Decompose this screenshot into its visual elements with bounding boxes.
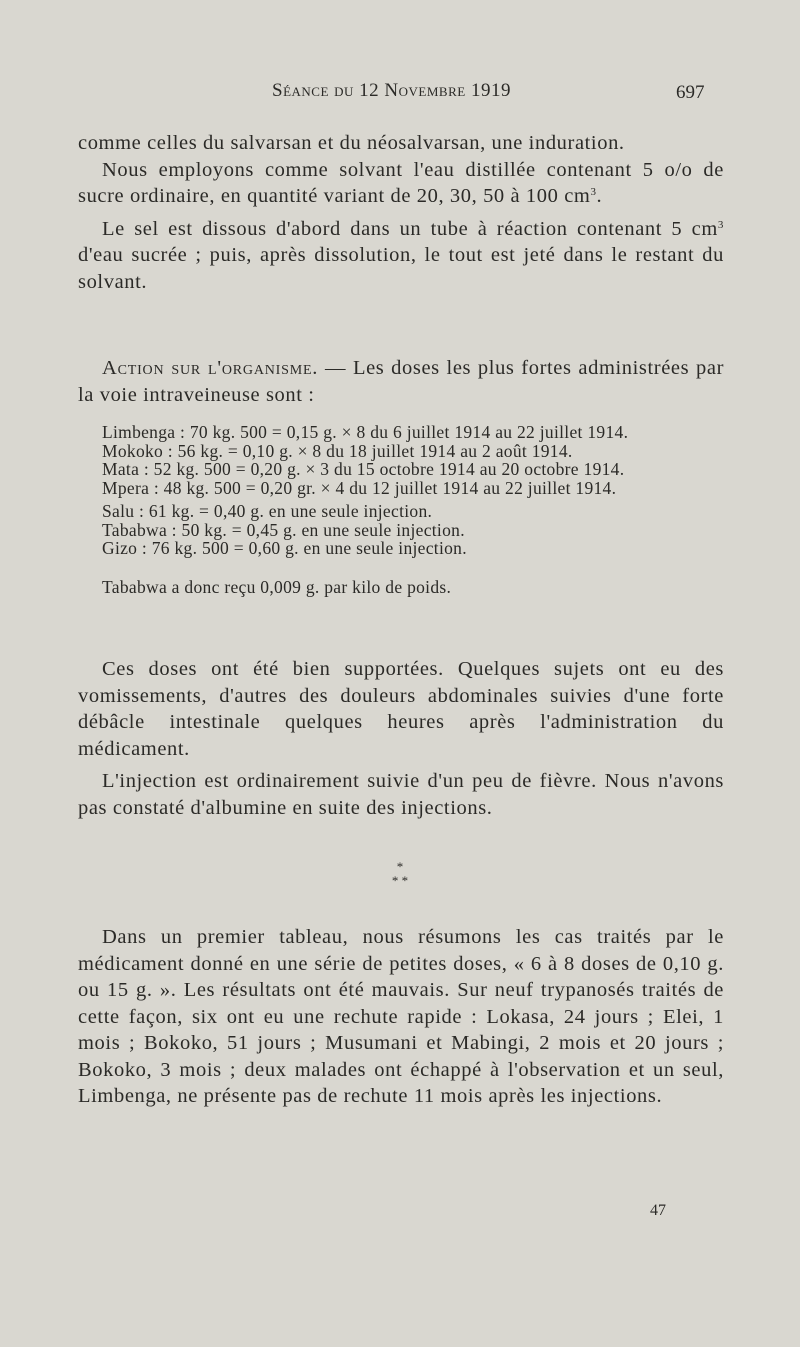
text-block-1 bbox=[78, 130, 724, 295]
separator-star-top: * bbox=[396, 859, 404, 874]
page-number: 697 bbox=[676, 82, 705, 103]
paragraph-2 bbox=[78, 157, 724, 210]
text-block-2 bbox=[78, 656, 724, 821]
text-block-3 bbox=[78, 924, 724, 1110]
signature-mark: 47 bbox=[650, 1202, 666, 1219]
dose-note: Tababwa a donc reçu 0,009 g. par kilo de poids. bbox=[102, 576, 452, 597]
running-title: Séance du 12 Novembre 1919 bbox=[272, 80, 511, 101]
separator-stars-bottom: * * bbox=[391, 873, 409, 888]
section-action bbox=[78, 355, 724, 408]
paragraph-5: L'injection est ordinairement suivie d'un peu de fièvre. Nous n'avons pas constaté d'albumine en suite des injections. bbox=[78, 770, 724, 819]
dose-line: Limbenga : 70 kg. 500 = 0,15 g. × 8 du 6 juillet 1914 au 22 juillet 1914. bbox=[102, 422, 629, 442]
dose-list bbox=[78, 423, 724, 596]
paragraph-2-text: Nous employons comme solvant l'eau distillée contenant 5 o/o de sucre ordinaire, en quantité variant de 20, 30, 50 à 100 cm bbox=[78, 158, 724, 207]
dose-line: Mpera : 48 kg. 500 = 0,20 gr. × 4 du 12 juillet 1914 au 22 juillet 1914. bbox=[102, 477, 617, 498]
section-text: — Les doses les plus fortes administrées par la voie intraveineuse sont : bbox=[78, 357, 724, 406]
paragraph-4: Ces doses ont été bien supportées. Quelques sujets ont eu des vomissements, d'autres des douleurs abdominales suivies d'une forte débâcle intestinale quelques heures après l'administration du médicament. bbox=[78, 658, 724, 760]
paragraph-3 bbox=[78, 216, 724, 296]
dose-line: Mata : 52 kg. 500 = 0,20 g. × 3 du 15 octobre 1914 au 20 octobre 1914. bbox=[102, 459, 625, 479]
page-header bbox=[0, 80, 800, 110]
dose-line: Salu : 61 kg. = 0,40 g. en une seule injection. bbox=[102, 501, 433, 521]
paragraph-6: Dans un premier tableau, nous résumons les cas traités par le médicament donné en une série de petites doses, « 6 à 8 doses de 0,10 g. ou 15 g. ». Les résultats ont été mauvais. Sur neuf trypanosés traités de cette façon, six ont eu une rechute rapide : Lokasa, 24 jours ; Elei, 1 mois ; Bokoko, 51 jours ; Musumani et Mabingi, 2 mois et 20 jours ; Bokoko, 3 mois ; deux malades ont échappé à l'observation et un seul, Limbenga, ne présente pas de rechute 11 mois après les injections. bbox=[78, 926, 724, 1107]
paragraph-3-superscript: 3 bbox=[717, 218, 724, 231]
section-paragraph bbox=[78, 355, 724, 408]
paragraph-2-superscript: 3 bbox=[590, 186, 597, 198]
paragraph-2-end: . bbox=[596, 185, 603, 207]
dose-line: Tababwa : 50 kg. = 0,45 g. en une seule injection. bbox=[102, 519, 465, 540]
dose-line: Gizo : 76 kg. 500 = 0,60 g. en une seule injection. bbox=[102, 538, 467, 558]
paragraph-1: comme celles du salvarsan et du néosalvarsan, une induration. bbox=[78, 132, 625, 154]
section-title: Action sur l'organisme. bbox=[102, 357, 319, 379]
section-separator bbox=[0, 860, 800, 888]
dose-line: Mokoko : 56 kg. = 0,10 g. × 8 du 18 juillet 1914 au 2 août 1914. bbox=[102, 440, 573, 461]
paragraph-3-end: d'eau sucrée ; puis, après dissolution, le tout est jeté dans le restant du solvant. bbox=[78, 244, 724, 293]
paragraph-3-text: Le sel est dissous d'abord dans un tube à réaction contenant 5 cm bbox=[102, 217, 718, 240]
